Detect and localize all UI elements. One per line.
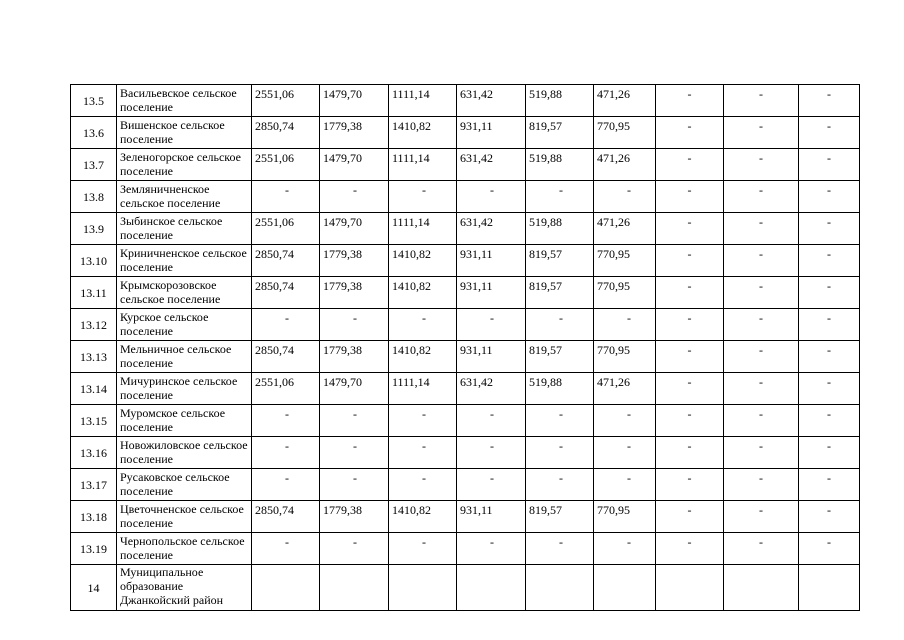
row-number: 13.6 <box>71 117 117 149</box>
table-row <box>71 309 860 341</box>
value-cell: 819,57 <box>526 277 594 309</box>
value-cell: 2850,74 <box>252 117 320 149</box>
value-cell: - <box>799 277 860 309</box>
value-cell: - <box>724 373 799 405</box>
value-cell: - <box>252 469 320 501</box>
value-cell: 1410,82 <box>389 501 457 533</box>
value-cell: - <box>724 341 799 373</box>
value-cell: 770,95 <box>594 245 656 277</box>
row-number: 13.8 <box>71 181 117 213</box>
value-cell: - <box>457 181 526 213</box>
value-cell: - <box>724 85 799 117</box>
value-cell: - <box>252 437 320 469</box>
value-cell: - <box>594 405 656 437</box>
value-cell: - <box>656 469 724 501</box>
value-cell: 819,57 <box>526 117 594 149</box>
value-cell: 819,57 <box>526 501 594 533</box>
value-cell: 2551,06 <box>252 373 320 405</box>
value-cell: - <box>594 309 656 341</box>
value-cell: - <box>799 181 860 213</box>
value-cell: - <box>320 469 389 501</box>
row-number: 13.10 <box>71 245 117 277</box>
value-cell <box>320 565 389 611</box>
value-cell: 931,11 <box>457 341 526 373</box>
value-cell: 931,11 <box>457 501 526 533</box>
value-cell: - <box>799 149 860 181</box>
value-cell: - <box>594 469 656 501</box>
value-cell: 1111,14 <box>389 149 457 181</box>
value-cell: - <box>724 533 799 565</box>
table-row <box>71 181 860 213</box>
value-cell: - <box>389 533 457 565</box>
value-cell: - <box>252 533 320 565</box>
value-cell: 2850,74 <box>252 245 320 277</box>
value-cell <box>252 565 320 611</box>
value-cell: - <box>799 405 860 437</box>
value-cell: 1111,14 <box>389 373 457 405</box>
value-cell: 1779,38 <box>320 117 389 149</box>
value-cell: - <box>799 213 860 245</box>
settlement-name: Вишенское сельское поселение <box>117 117 252 149</box>
value-cell: - <box>656 85 724 117</box>
value-cell: - <box>724 245 799 277</box>
value-cell: - <box>526 309 594 341</box>
value-cell: - <box>526 405 594 437</box>
value-cell: - <box>724 405 799 437</box>
value-cell: 631,42 <box>457 85 526 117</box>
value-cell: 1410,82 <box>389 117 457 149</box>
value-cell: - <box>389 309 457 341</box>
settlement-name: Новожиловское сельское поселение <box>117 437 252 469</box>
value-cell: 770,95 <box>594 277 656 309</box>
value-cell: - <box>252 181 320 213</box>
value-cell: - <box>799 373 860 405</box>
row-number: 13.18 <box>71 501 117 533</box>
value-cell: - <box>457 437 526 469</box>
row-number: 13.17 <box>71 469 117 501</box>
value-cell: - <box>252 405 320 437</box>
value-cell: - <box>320 533 389 565</box>
value-cell: - <box>724 309 799 341</box>
value-cell: 1479,70 <box>320 373 389 405</box>
value-cell: - <box>389 437 457 469</box>
value-cell: 471,26 <box>594 213 656 245</box>
row-number: 13.15 <box>71 405 117 437</box>
settlement-name: Зыбинское сельское поселение <box>117 213 252 245</box>
row-number: 13.12 <box>71 309 117 341</box>
value-cell <box>656 565 724 611</box>
table-row <box>71 213 860 245</box>
value-cell <box>457 565 526 611</box>
value-cell: - <box>526 469 594 501</box>
table-row <box>71 565 860 611</box>
value-cell: - <box>799 469 860 501</box>
settlement-name: Васильевское сельское поселение <box>117 85 252 117</box>
value-cell: - <box>320 437 389 469</box>
settlement-name: Мельничное сельское поселение <box>117 341 252 373</box>
row-number: 13.19 <box>71 533 117 565</box>
value-cell: 1779,38 <box>320 277 389 309</box>
value-cell <box>724 565 799 611</box>
table-row <box>71 469 860 501</box>
settlement-name: Русаковское сельское поселение <box>117 469 252 501</box>
value-cell: - <box>799 85 860 117</box>
value-cell: - <box>799 117 860 149</box>
table-row <box>71 341 860 373</box>
value-cell: - <box>656 533 724 565</box>
row-number: 14 <box>71 565 117 611</box>
value-cell: - <box>724 437 799 469</box>
value-cell: - <box>724 149 799 181</box>
value-cell: - <box>799 341 860 373</box>
value-cell: 2551,06 <box>252 85 320 117</box>
row-number: 13.5 <box>71 85 117 117</box>
value-cell: 631,42 <box>457 373 526 405</box>
value-cell: - <box>526 437 594 469</box>
value-cell: - <box>320 309 389 341</box>
value-cell: - <box>724 181 799 213</box>
value-cell: 819,57 <box>526 341 594 373</box>
value-cell: - <box>656 277 724 309</box>
value-cell: 471,26 <box>594 149 656 181</box>
value-cell: 2850,74 <box>252 277 320 309</box>
value-cell: 2551,06 <box>252 213 320 245</box>
value-cell: - <box>594 181 656 213</box>
value-cell: 931,11 <box>457 117 526 149</box>
table-row <box>71 405 860 437</box>
value-cell: - <box>656 117 724 149</box>
value-cell: 2850,74 <box>252 501 320 533</box>
value-cell: 1479,70 <box>320 149 389 181</box>
value-cell: - <box>594 437 656 469</box>
settlement-name: Курское сельское поселение <box>117 309 252 341</box>
value-cell: 931,11 <box>457 277 526 309</box>
value-cell: - <box>389 469 457 501</box>
table-row <box>71 245 860 277</box>
value-cell: - <box>656 213 724 245</box>
value-cell: - <box>457 309 526 341</box>
tariff-table <box>70 84 860 611</box>
table-row <box>71 437 860 469</box>
value-cell: - <box>457 533 526 565</box>
row-number: 13.11 <box>71 277 117 309</box>
value-cell: - <box>389 181 457 213</box>
value-cell: 1410,82 <box>389 245 457 277</box>
value-cell: 631,42 <box>457 213 526 245</box>
value-cell <box>389 565 457 611</box>
value-cell: 1479,70 <box>320 85 389 117</box>
value-cell: 1410,82 <box>389 341 457 373</box>
value-cell: 819,57 <box>526 245 594 277</box>
table-row <box>71 149 860 181</box>
table-row <box>71 85 860 117</box>
value-cell <box>526 565 594 611</box>
value-cell: - <box>457 469 526 501</box>
settlement-name: Крымскорозовское сельское поселение <box>117 277 252 309</box>
row-number: 13.14 <box>71 373 117 405</box>
value-cell: - <box>724 501 799 533</box>
value-cell: 519,88 <box>526 373 594 405</box>
value-cell: - <box>656 501 724 533</box>
settlement-name: Криничненское сельское поселение <box>117 245 252 277</box>
value-cell: - <box>724 277 799 309</box>
row-number: 13.7 <box>71 149 117 181</box>
settlement-name: Чернопольское сельское поселение <box>117 533 252 565</box>
value-cell: 770,95 <box>594 341 656 373</box>
settlement-name: Зеленогорское сельское поселение <box>117 149 252 181</box>
value-cell: - <box>389 405 457 437</box>
value-cell: - <box>656 309 724 341</box>
value-cell: 931,11 <box>457 245 526 277</box>
table-row <box>71 277 860 309</box>
value-cell: 1779,38 <box>320 341 389 373</box>
table-row <box>71 533 860 565</box>
row-number: 13.13 <box>71 341 117 373</box>
settlement-name: Мичуринское сельское поселение <box>117 373 252 405</box>
value-cell <box>594 565 656 611</box>
value-cell: - <box>656 245 724 277</box>
settlement-name: Муромское сельское поселение <box>117 405 252 437</box>
value-cell: 1779,38 <box>320 245 389 277</box>
value-cell: 1111,14 <box>389 85 457 117</box>
value-cell: 770,95 <box>594 501 656 533</box>
value-cell: 631,42 <box>457 149 526 181</box>
settlement-name: Земляничненское сельское поселение <box>117 181 252 213</box>
value-cell: - <box>656 341 724 373</box>
value-cell: - <box>594 533 656 565</box>
table-row <box>71 373 860 405</box>
value-cell: 1779,38 <box>320 501 389 533</box>
value-cell: - <box>799 245 860 277</box>
value-cell: - <box>799 437 860 469</box>
value-cell: - <box>656 373 724 405</box>
value-cell <box>799 565 860 611</box>
value-cell: 1479,70 <box>320 213 389 245</box>
value-cell: - <box>526 181 594 213</box>
row-number: 13.16 <box>71 437 117 469</box>
table-row <box>71 501 860 533</box>
value-cell: - <box>724 213 799 245</box>
value-cell: - <box>320 181 389 213</box>
value-cell: 471,26 <box>594 373 656 405</box>
value-cell: 519,88 <box>526 213 594 245</box>
value-cell: 2551,06 <box>252 149 320 181</box>
value-cell: 519,88 <box>526 85 594 117</box>
value-cell: - <box>252 309 320 341</box>
value-cell: - <box>320 405 389 437</box>
value-cell: - <box>526 533 594 565</box>
value-cell: - <box>724 117 799 149</box>
value-cell: 471,26 <box>594 85 656 117</box>
value-cell: - <box>724 469 799 501</box>
value-cell: 519,88 <box>526 149 594 181</box>
value-cell: - <box>457 405 526 437</box>
table-body <box>71 85 860 611</box>
value-cell: - <box>799 501 860 533</box>
value-cell: - <box>799 309 860 341</box>
value-cell: 770,95 <box>594 117 656 149</box>
value-cell: - <box>656 181 724 213</box>
value-cell: - <box>656 437 724 469</box>
row-number: 13.9 <box>71 213 117 245</box>
value-cell: 1111,14 <box>389 213 457 245</box>
settlement-name: Муниципальное образование Джанкойский район <box>117 565 252 611</box>
value-cell: 1410,82 <box>389 277 457 309</box>
value-cell: - <box>799 533 860 565</box>
settlement-name: Цветочненское сельское поселение <box>117 501 252 533</box>
table-row <box>71 117 860 149</box>
value-cell: - <box>656 149 724 181</box>
value-cell: - <box>656 405 724 437</box>
value-cell: 2850,74 <box>252 341 320 373</box>
